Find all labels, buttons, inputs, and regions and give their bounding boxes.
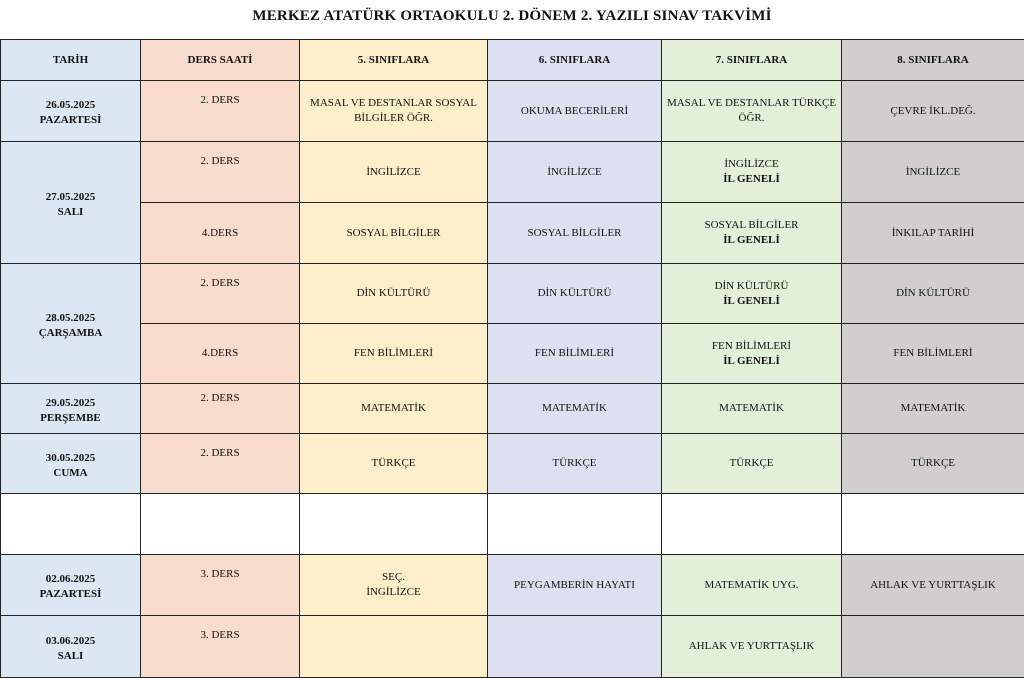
grade5-cell [300, 555, 488, 616]
blank-cell [141, 494, 300, 555]
table-row [1, 81, 1024, 142]
subject-text: DİN KÜLTÜRÜ [665, 279, 838, 294]
grade6-cell: İNGİLİZCE [488, 142, 662, 203]
province-note: İL GENELİ [665, 294, 838, 309]
header-5-sinif: 5. SINIFLARA [300, 40, 488, 81]
date-text: 28.05.2025 [4, 311, 137, 326]
blank-cell [488, 494, 662, 555]
grade6-cell [488, 616, 662, 678]
period-cell: 2. DERS [141, 81, 300, 142]
day-text: SALI [4, 205, 137, 220]
blank-cell [842, 494, 1024, 555]
grade6-cell: SOSYAL BİLGİLER [488, 203, 662, 264]
grade8-cell: İNKILAP TARİHİ [842, 203, 1024, 264]
table-row [1, 264, 1024, 324]
grade8-cell: MATEMATİK [842, 384, 1024, 434]
grade8-cell [842, 616, 1024, 678]
grade7-cell: MATEMATİK [662, 384, 842, 434]
period-cell: 3. DERS [141, 555, 300, 616]
table-row [1, 324, 1024, 384]
date-cell [1, 81, 141, 142]
grade7-cell: AHLAK VE YURTTAŞLIK [662, 616, 842, 678]
header-7-sinif: 7. SINIFLARA [662, 40, 842, 81]
day-text: ÇARŞAMBA [4, 326, 137, 341]
period-cell: 2. DERS [141, 384, 300, 434]
grade6-cell: DİN KÜLTÜRÜ [488, 264, 662, 324]
period-cell: 4.DERS [141, 203, 300, 264]
date-text: 02.06.2025 [4, 572, 137, 587]
period-cell: 4.DERS [141, 324, 300, 384]
table-row [1, 384, 1024, 434]
province-note: İL GENELİ [665, 233, 838, 248]
table-row [1, 434, 1024, 494]
grade5-cell: SOSYAL BİLGİLER [300, 203, 488, 264]
blank-cell [300, 494, 488, 555]
period-cell: 3. DERS [141, 616, 300, 678]
date-text: 03.06.2025 [4, 634, 137, 649]
date-cell [1, 434, 141, 494]
province-note: İL GENELİ [665, 354, 838, 369]
grade6-cell: FEN BİLİMLERİ [488, 324, 662, 384]
blank-row [1, 494, 1024, 555]
table-row [1, 616, 1024, 678]
grade8-cell: FEN BİLİMLERİ [842, 324, 1024, 384]
blank-cell [662, 494, 842, 555]
grade7-cell: TÜRKÇE [662, 434, 842, 494]
grade8-cell: DİN KÜLTÜRÜ [842, 264, 1024, 324]
grade5-cell: FEN BİLİMLERİ [300, 324, 488, 384]
province-note: İL GENELİ [665, 172, 838, 187]
grade5-cell: İNGİLİZCE [300, 142, 488, 203]
grade6-cell: OKUMA BECERİLERİ [488, 81, 662, 142]
header-row [1, 40, 1024, 81]
grade6-cell: MATEMATİK [488, 384, 662, 434]
grade5-cell: DİN KÜLTÜRÜ [300, 264, 488, 324]
grade5-cell: MATEMATİK [300, 384, 488, 434]
grade7-cell [662, 264, 842, 324]
grade7-cell [662, 324, 842, 384]
header-ders-saati: DERS SAATİ [141, 40, 300, 81]
period-cell: 2. DERS [141, 264, 300, 324]
table-row [1, 142, 1024, 203]
grade8-cell: ÇEVRE İKL.DEĞ. [842, 81, 1024, 142]
date-cell [1, 142, 141, 264]
grade8-cell: TÜRKÇE [842, 434, 1024, 494]
grade5-cell [300, 616, 488, 678]
blank-cell [1, 494, 141, 555]
grade7-cell [662, 203, 842, 264]
subject-text: İNGİLİZCE [665, 157, 838, 172]
date-cell [1, 555, 141, 616]
header-8-sinif: 8. SINIFLARA [842, 40, 1024, 81]
grade7-cell: MASAL VE DESTANLAR TÜRKÇE ÖĞR. [662, 81, 842, 142]
subject-text: SEÇ. [303, 570, 484, 585]
page-title: MERKEZ ATATÜRK ORTAOKULU 2. DÖNEM 2. YAZILI SINAV TAKVİMİ [0, 8, 1024, 25]
header-6-sinif: 6. SINIFLARA [488, 40, 662, 81]
grade7-cell [662, 142, 842, 203]
day-text: PAZARTESİ [4, 587, 137, 602]
date-cell [1, 616, 141, 678]
grade7-cell: MATEMATİK UYG. [662, 555, 842, 616]
date-text: 30.05.2025 [4, 451, 137, 466]
grade8-cell: AHLAK VE YURTTAŞLIK [842, 555, 1024, 616]
grade6-cell: TÜRKÇE [488, 434, 662, 494]
day-text: PAZARTESİ [4, 113, 137, 128]
table-row [1, 203, 1024, 264]
day-text: PERŞEMBE [4, 411, 137, 426]
period-cell: 2. DERS [141, 142, 300, 203]
table-row [1, 555, 1024, 616]
grade6-cell: PEYGAMBERİN HAYATI [488, 555, 662, 616]
subject-text-2: İNGİLİZCE [303, 585, 484, 600]
grade8-cell: İNGİLİZCE [842, 142, 1024, 203]
day-text: SALI [4, 649, 137, 664]
date-cell [1, 384, 141, 434]
date-cell [1, 264, 141, 384]
subject-text: SOSYAL BİLGİLER [665, 218, 838, 233]
grade5-cell: TÜRKÇE [300, 434, 488, 494]
grade5-cell: MASAL VE DESTANLAR SOSYAL BİLGİLER ÖĞR. [300, 81, 488, 142]
period-cell: 2. DERS [141, 434, 300, 494]
date-text: 27.05.2025 [4, 190, 137, 205]
subject-text: FEN BİLİMLERİ [665, 339, 838, 354]
date-text: 26.05.2025 [4, 98, 137, 113]
date-text: 29.05.2025 [4, 396, 137, 411]
exam-schedule-table [0, 39, 1024, 678]
day-text: CUMA [4, 466, 137, 481]
header-tarih: TARİH [1, 40, 141, 81]
